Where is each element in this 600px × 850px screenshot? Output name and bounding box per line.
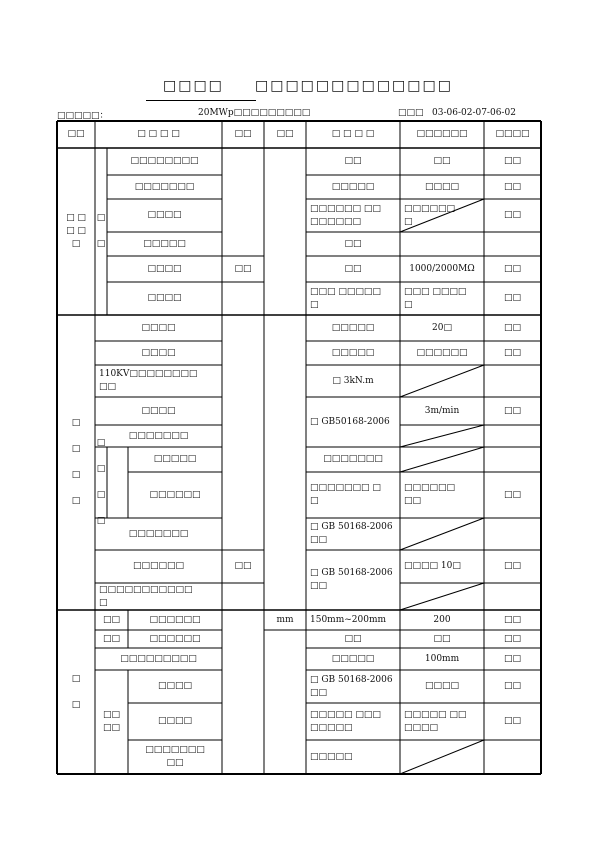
header-cell: [222, 121, 264, 148]
table-cell: [400, 648, 484, 670]
cell-text: □□□□□ □□□ □□□□□: [310, 709, 381, 733]
cell-text: □□□□□□ □□: [404, 483, 456, 506]
cell-text: □□: [503, 293, 521, 303]
cell-text: □□□□: [147, 263, 182, 274]
table-cell: [306, 232, 400, 256]
cell-text: □□: [503, 681, 521, 691]
cell-text: □□: [503, 210, 521, 220]
cell-text: □□: [102, 633, 120, 644]
cell-text: □□□□: [495, 129, 530, 139]
table-cell: [484, 472, 541, 518]
table-cell: [400, 341, 484, 365]
table-cell: [306, 315, 400, 341]
table-cell: [107, 175, 222, 199]
project-value: 20MWp□□□□□□□□□: [198, 108, 311, 118]
cell-text: □□□□□: [331, 347, 375, 358]
table-cell: [107, 282, 222, 315]
cell-text: □□□□□□□□□□□ □: [99, 584, 193, 608]
inspection-table: [57, 121, 541, 774]
grid-line: [400, 583, 484, 610]
table-cell: [95, 341, 222, 365]
cell-text: □□: [503, 405, 521, 416]
table-cell: [95, 518, 222, 550]
cell-text: □□□□□□□: [323, 454, 383, 464]
cell-text: □□: [503, 716, 521, 726]
grid-line: [400, 365, 484, 397]
cell-text: □□□□□: [310, 751, 353, 762]
table-cell: [57, 148, 95, 315]
cell-text: □□: [503, 561, 521, 571]
cell-text: □□□□□□: [149, 633, 201, 644]
table-cell: [95, 438, 107, 526]
cell-text: □□□□: [424, 181, 459, 192]
table-cell: [264, 610, 306, 630]
cell-text: 200: [433, 614, 451, 625]
cell-text: □ □ □ □: [71, 418, 81, 506]
table-cell: [95, 425, 222, 447]
number-value: 03-06-02-07-06-02: [432, 108, 516, 118]
table-cell: [128, 740, 222, 774]
cell-text: □□: [344, 633, 362, 644]
document-title: [0, 78, 600, 98]
table-cell: [484, 648, 541, 670]
cell-text: □□□□: [157, 716, 192, 726]
table-cell: [95, 397, 222, 425]
table-cell: [306, 341, 400, 365]
table-cell: [107, 256, 222, 282]
cell-text: □□□ □□□□□ □: [310, 286, 381, 310]
cell-text: □□□□□: [143, 238, 186, 249]
cell-text: □ GB 50168-2006 □□: [310, 522, 393, 545]
table-cell: [400, 148, 484, 175]
cell-text: □ □: [96, 213, 106, 249]
header-cell: [264, 121, 306, 148]
cell-text: □□□□: [141, 405, 176, 416]
table-cell: [484, 282, 541, 315]
table-cell: [128, 447, 222, 472]
table-cell: [95, 648, 222, 670]
table-cell: [400, 550, 484, 583]
table-cell: [95, 550, 222, 583]
cell-text: □□□□□□: [416, 129, 468, 139]
header-cell: [484, 121, 541, 148]
cell-text: □□□□□: [331, 322, 375, 333]
cell-text: □□□□: [141, 347, 176, 358]
table-cell: [306, 518, 400, 550]
table-cell: [484, 630, 541, 648]
cell-text: □□□□: [147, 293, 182, 303]
table-cell: [95, 670, 128, 774]
cell-text: □□: [503, 614, 521, 625]
cell-text: □□□□□□ □□ □□□□□□: [310, 203, 381, 227]
cell-text: □□□□□□ □: [404, 203, 456, 227]
table-cell: [306, 365, 400, 397]
number-label: □□□: [398, 108, 424, 118]
cell-text: □□□□□□□□: [130, 156, 199, 166]
grid-line: [400, 740, 484, 774]
table-cell: [484, 199, 541, 232]
table-cell: [95, 583, 222, 610]
table-cell: [400, 670, 484, 703]
cell-text: □ GB 50168-2006 □□: [310, 568, 393, 591]
cell-text: □□□□□ □□ □□□□: [404, 709, 467, 733]
table-cell: [306, 175, 400, 199]
table-cell: [306, 256, 400, 282]
table-cell: [222, 550, 264, 583]
cell-text: □□□□□□□: [128, 430, 189, 441]
cell-text: □□□□: [141, 322, 176, 333]
table-cell: [128, 670, 222, 703]
table-cell: [128, 703, 222, 740]
header-cell: [306, 121, 400, 148]
cell-text: □□: [503, 633, 521, 644]
cell-text: 20□: [432, 322, 452, 333]
cell-text: 150mm~200mm: [310, 614, 387, 625]
grid-line: [400, 518, 484, 550]
table-cell: [306, 447, 400, 472]
cell-text: □□□□□□: [149, 489, 201, 500]
table-cell: [95, 365, 222, 397]
cell-text: □□□□ 10□: [404, 561, 461, 571]
cell-text: mm: [276, 614, 294, 625]
table-cell: [400, 397, 484, 425]
table-cell: [306, 630, 400, 648]
table-cell: [484, 397, 541, 425]
cell-text: □□□□□□□: [128, 528, 189, 539]
table-cell: [57, 315, 95, 610]
cell-text: □□□□□□□: [134, 181, 195, 192]
cell-text: □ □ □ □: [137, 129, 180, 139]
cell-text: □□: [433, 633, 451, 644]
table-cell: [484, 315, 541, 341]
table-cell: [306, 550, 400, 610]
table-cell: [128, 610, 222, 630]
table-cell: [306, 472, 400, 518]
cell-text: □□□□□□□ □□: [145, 745, 205, 768]
title-right: □□□□□□□□□□□□□: [255, 78, 453, 94]
table-cell: [400, 472, 484, 518]
table-cell: [306, 282, 400, 315]
cell-text: □ 3kN.m: [332, 375, 374, 386]
cell-text: □□: [344, 156, 362, 166]
header-cell: [400, 121, 484, 148]
table-cell: [306, 703, 400, 740]
table-cell: [107, 199, 222, 232]
table-cell: [95, 148, 107, 315]
table-cell: [400, 256, 484, 282]
cell-text: □□□□: [424, 681, 459, 691]
cell-text: □□: [234, 129, 252, 139]
table-cell: [484, 550, 541, 583]
table-cell: [306, 148, 400, 175]
cell-text: □□: [344, 238, 362, 249]
table-cell: [484, 610, 541, 630]
table-cell: [400, 315, 484, 341]
cell-text: □□: [503, 489, 521, 500]
cell-text: □□□□□□□□□: [120, 653, 197, 664]
table-cell: [484, 175, 541, 199]
cell-text: 100mm: [424, 653, 460, 664]
cell-text: □□: [433, 156, 451, 166]
table-cell: [95, 315, 222, 341]
cell-text: □ □ □ □: [96, 438, 106, 526]
table-cell: [306, 670, 400, 703]
cell-text: □□□□□: [153, 454, 197, 464]
table-cell: [400, 282, 484, 315]
table-cell: [128, 630, 222, 648]
cell-text: □□□ □□□□ □: [404, 286, 467, 310]
cell-text: □ □ □ □ □: [66, 213, 86, 249]
cell-text: □ GB50168-2006: [310, 416, 390, 427]
table-cell: [484, 703, 541, 740]
table-cell: [306, 397, 400, 447]
cell-text: □□: [102, 614, 120, 625]
grid-line: [400, 425, 484, 447]
cell-text: □□: [503, 156, 521, 166]
cell-text: □ □: [71, 673, 81, 710]
table-cell: [306, 199, 400, 232]
table-cell: [107, 148, 222, 175]
table-cell: [400, 610, 484, 630]
cell-text: □□: [503, 181, 521, 192]
table-cell: [400, 199, 484, 232]
cell-text: 110KV□□□□□□□□ □□: [99, 369, 198, 392]
cell-text: □□: [234, 561, 252, 571]
table-cell: [400, 703, 484, 740]
cell-text: 1000/2000MΩ: [409, 263, 475, 274]
cell-text: □ □ □ □: [331, 129, 375, 139]
cell-text: □□□□□: [331, 653, 375, 664]
cell-text: □□□□□□: [416, 347, 468, 358]
header-cell: [57, 121, 95, 148]
table-cell: [484, 341, 541, 365]
cell-text: □□□□□: [331, 181, 375, 192]
cell-text: □□: [503, 322, 521, 333]
cell-text: □□: [503, 653, 521, 664]
cell-text: □ GB 50168-2006 □□: [310, 674, 393, 698]
table-cell: [306, 610, 400, 630]
table-cell: [484, 148, 541, 175]
table-cell: [306, 648, 400, 670]
title-underline: [146, 100, 256, 101]
table-cell: [107, 232, 222, 256]
cell-text: □□ □□: [102, 710, 120, 733]
table-cell: [95, 630, 128, 648]
title-left: □□□□: [163, 78, 224, 94]
table-cell: [484, 256, 541, 282]
grid-line: [400, 447, 484, 472]
table-cell: [400, 630, 484, 648]
cell-text: □□□□: [147, 210, 182, 220]
project-label: □□□□□：: [57, 111, 109, 121]
table-cell: [95, 610, 128, 630]
cell-text: □□□□□□: [132, 561, 185, 571]
table-cell: [57, 610, 95, 774]
table-cell: [306, 740, 400, 774]
cell-text: □□□□□□□ □ □: [310, 483, 381, 506]
cell-text: 3m/min: [424, 405, 460, 416]
cell-text: □□: [503, 263, 521, 274]
table-cell: [400, 175, 484, 199]
table-cell: [222, 256, 264, 282]
cell-text: □□: [276, 129, 294, 139]
header-cell: [95, 121, 222, 148]
cell-text: □□: [344, 263, 362, 274]
table-cell: [128, 472, 222, 518]
cell-text: □□□□: [157, 681, 192, 691]
cell-text: □□: [67, 129, 85, 139]
cell-text: □□: [503, 347, 521, 358]
cell-text: □□□□□□: [149, 614, 201, 625]
cell-text: □□: [234, 263, 252, 274]
table-cell: [484, 670, 541, 703]
